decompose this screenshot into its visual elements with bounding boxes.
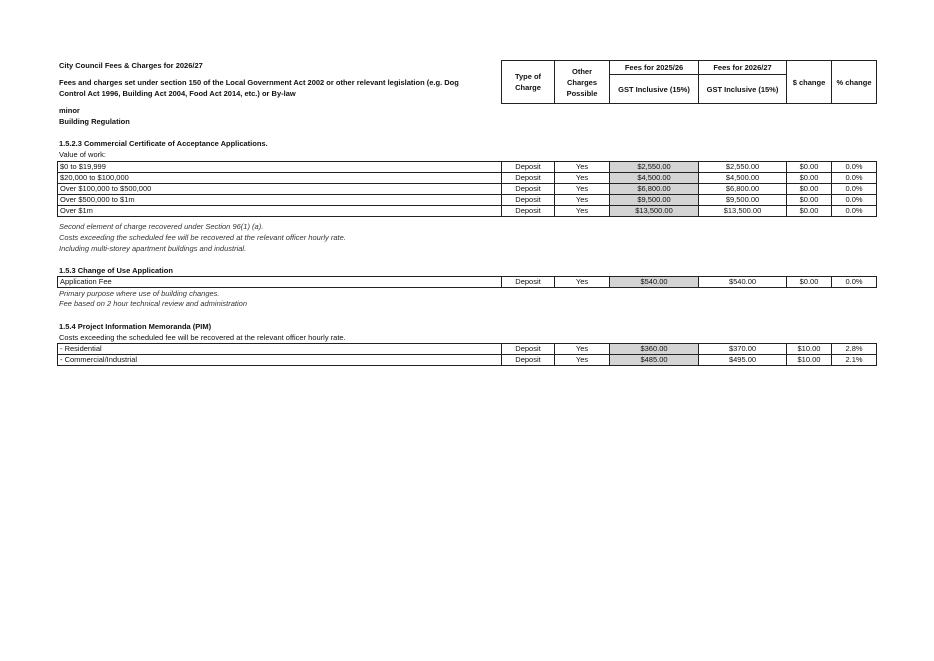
document-title: City Council Fees & Charges for 2026/27 xyxy=(59,61,203,70)
type-of-charge-cell: Deposit xyxy=(502,344,555,355)
pct-change-cell: 0.0% xyxy=(832,277,877,288)
category-minor: minor xyxy=(59,106,80,115)
fee-2026-27-cell: $9,500.00 xyxy=(699,195,787,206)
other-charges-cell: Yes xyxy=(555,277,610,288)
fees-table-pim xyxy=(57,343,877,366)
section-intro-value-of-work: Value of work: xyxy=(59,150,106,159)
fee-2026-27-cell: $2,550.00 xyxy=(699,162,787,173)
section-intro-pim: Costs exceeding the scheduled fee will be recovered at the relevant officer hourly rate. xyxy=(59,333,346,342)
pct-change-cell: 0.0% xyxy=(832,184,877,195)
col-header-other-charges: Other Charges Possible xyxy=(555,61,610,103)
dollar-change-cell: $0.00 xyxy=(787,277,832,288)
fee-2025-26-cell: $4,500.00 xyxy=(610,173,699,184)
document-subtitle-line1: Fees and charges set under section 150 of the Local Government Act 2002 or other relevant legislation (e.g. Dog xyxy=(59,78,459,87)
col-header-dollar-change: $ change xyxy=(787,61,832,103)
table-row xyxy=(58,277,877,288)
table-row xyxy=(58,355,877,366)
fee-2025-26-cell: $485.00 xyxy=(610,355,699,366)
fee-description-cell: Over $1m xyxy=(58,206,502,217)
type-of-charge-cell: Deposit xyxy=(502,355,555,366)
category-group: Building Regulation xyxy=(59,117,130,126)
fee-2026-27-cell: $495.00 xyxy=(699,355,787,366)
fee-2025-26-cell: $9,500.00 xyxy=(610,195,699,206)
dollar-change-cell: $10.00 xyxy=(787,344,832,355)
type-of-charge-cell: Deposit xyxy=(502,277,555,288)
fee-2025-26-cell: $2,550.00 xyxy=(610,162,699,173)
other-charges-cell: Yes xyxy=(555,184,610,195)
column-header-box xyxy=(501,60,877,104)
dollar-change-cell: $0.00 xyxy=(787,173,832,184)
other-charges-cell: Yes xyxy=(555,195,610,206)
pct-change-cell: 2.8% xyxy=(832,344,877,355)
dollar-change-cell: $0.00 xyxy=(787,206,832,217)
fee-2025-26-cell: $6,800.00 xyxy=(610,184,699,195)
section-title-1-5-4: 1.5.4 Project Information Memoranda (PIM) xyxy=(59,322,212,331)
note-fee-based: Fee based on 2 hour technical review and administration xyxy=(59,299,248,308)
note-section-96: Second element of charge recovered under Section 96(1) (a). xyxy=(59,222,264,231)
col-header-type: Type of Charge xyxy=(502,61,555,103)
pct-change-cell: 0.0% xyxy=(832,173,877,184)
other-charges-cell: Yes xyxy=(555,355,610,366)
section-title-1-5-2-3: 1.5.2.3 Commercial Certificate of Acceptance Applications. xyxy=(59,139,268,148)
note-primary-purpose: Primary purpose where use of building changes. xyxy=(59,289,220,298)
fees-table-commercial-coa xyxy=(57,161,877,217)
fee-description-cell: - Commercial/Industrial xyxy=(58,355,502,366)
fee-2026-27-cell: $4,500.00 xyxy=(699,173,787,184)
table-row xyxy=(58,162,877,173)
col-header-pct-change: % change xyxy=(836,77,872,87)
pct-change-cell: 0.0% xyxy=(832,195,877,206)
dollar-change-cell: $0.00 xyxy=(787,162,832,173)
fee-description-cell: $20,000 to $100,000 xyxy=(58,173,502,184)
type-of-charge-cell: Deposit xyxy=(502,162,555,173)
type-of-charge-cell: Deposit xyxy=(502,195,555,206)
col-header-fees-2026-27: Fees for 2026/27 GST Inclusive (15%) xyxy=(699,61,787,103)
fee-2026-27-cell: $540.00 xyxy=(699,277,787,288)
other-charges-cell: Yes xyxy=(555,206,610,217)
table-row xyxy=(58,195,877,206)
col-header-fees-2025-26: Fees for 2025/26 GST Inclusive (15%) xyxy=(610,61,699,103)
table-row xyxy=(58,206,877,217)
fee-2026-27-cell: $6,800.00 xyxy=(699,184,787,195)
fee-description-cell: Application Fee xyxy=(58,277,502,288)
fee-description-cell: - Residential xyxy=(58,344,502,355)
type-of-charge-cell: Deposit xyxy=(502,184,555,195)
other-charges-cell: Yes xyxy=(555,344,610,355)
fee-2025-26-cell: $13,500.00 xyxy=(610,206,699,217)
type-of-charge-cell: Deposit xyxy=(502,173,555,184)
table-row xyxy=(58,344,877,355)
fee-2025-26-cell: $540.00 xyxy=(610,277,699,288)
dollar-change-cell: $10.00 xyxy=(787,355,832,366)
pct-change-cell: 0.0% xyxy=(832,162,877,173)
other-charges-cell: Yes xyxy=(555,173,610,184)
fee-2026-27-cell: $13,500.00 xyxy=(699,206,787,217)
dollar-change-cell: $0.00 xyxy=(787,184,832,195)
fee-description-cell: Over $500,000 to $1m xyxy=(58,195,502,206)
fee-2025-26-cell: $360.00 xyxy=(610,344,699,355)
fees-table-change-of-use xyxy=(57,276,877,288)
section-title-1-5-3: 1.5.3 Change of Use Application xyxy=(59,266,173,275)
table-row xyxy=(58,184,877,195)
fee-description-cell: Over $100,000 to $500,000 xyxy=(58,184,502,195)
note-costs-exceeding: Costs exceeding the scheduled fee will be recovered at the relevant officer hourly rate. xyxy=(59,233,346,242)
fee-description-cell: $0 to $19,999 xyxy=(58,162,502,173)
document-subtitle-line2: Control Act 1996, Building Act 2004, Food Act 2014, etc.) or By-law xyxy=(59,89,296,98)
fee-2026-27-cell: $370.00 xyxy=(699,344,787,355)
table-row xyxy=(58,173,877,184)
type-of-charge-cell: Deposit xyxy=(502,206,555,217)
other-charges-cell: Yes xyxy=(555,162,610,173)
note-multi-storey: Including multi-storey apartment buildings and industrial. xyxy=(59,244,247,253)
pct-change-cell: 2.1% xyxy=(832,355,877,366)
pct-change-cell: 0.0% xyxy=(832,206,877,217)
dollar-change-cell: $0.00 xyxy=(787,195,832,206)
